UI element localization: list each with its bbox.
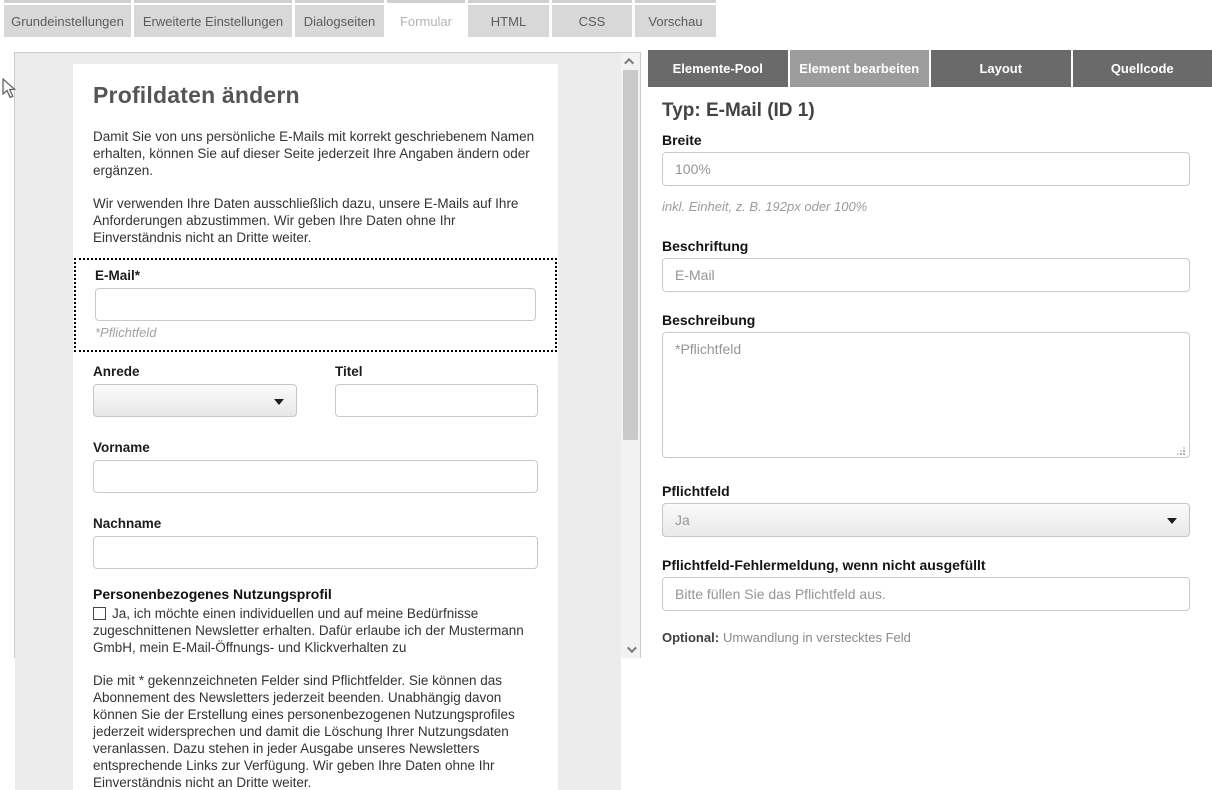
titel-label: Titel — [335, 364, 363, 379]
dropdown-arrow-icon — [274, 399, 284, 405]
titel-input[interactable] — [335, 384, 538, 417]
nachname-input[interactable] — [93, 536, 538, 569]
tab-elemente-pool[interactable]: Elemente-Pool — [648, 50, 788, 87]
tab-label: Dialogseiten — [295, 5, 384, 37]
hidden-field-link[interactable]: Umwandlung in verstecktes Feld — [723, 630, 911, 645]
scroll-up-button[interactable] — [621, 53, 640, 70]
nutzungsprofil-consent — [93, 605, 538, 656]
tab-html[interactable] — [468, 0, 549, 37]
tab-css[interactable] — [552, 0, 632, 37]
dropdown-arrow-icon — [1167, 518, 1177, 524]
form-title: Profildaten ändern — [93, 82, 300, 108]
tab-label: Vorschau — [635, 5, 716, 37]
vorname-label: Vorname — [93, 440, 150, 455]
optional-hidden-field-line — [662, 630, 1190, 645]
pflichtfeld-select-value: Ja — [675, 512, 690, 528]
nachname-label: Nachname — [93, 516, 162, 531]
nutzungsprofil-heading: Personenbezogenes Nutzungsprofil — [93, 586, 332, 602]
resize-grip-icon[interactable] — [1183, 453, 1185, 455]
email-input[interactable] — [95, 288, 536, 321]
pflichtfeld-label: Pflichtfeld — [662, 483, 730, 499]
chevron-down-icon — [627, 643, 637, 653]
tab-label: Grundeinstellungen — [4, 5, 131, 37]
beschreibung-label: Beschreibung — [662, 312, 756, 328]
breite-hint: inkl. Einheit, z. B. 192px oder 100% — [662, 199, 868, 214]
fehlermeldung-label: Pflichtfeld-Fehlermeldung, wenn nicht ausgefüllt — [662, 557, 986, 573]
scroll-down-button[interactable] — [621, 641, 640, 658]
email-required-note: *Pflichtfeld — [95, 325, 157, 340]
breite-label: Breite — [662, 132, 702, 148]
settings-tab-bar — [4, 0, 716, 37]
tab-dialogseiten[interactable] — [295, 0, 384, 37]
beschreibung-textarea[interactable] — [662, 332, 1190, 458]
anrede-label: Anrede — [93, 364, 140, 379]
form-preview-card — [73, 64, 558, 790]
editor-tab-bar — [648, 50, 1212, 87]
element-type-heading: Typ: E-Mail (ID 1) — [662, 100, 815, 121]
tab-label: CSS — [552, 5, 632, 37]
breite-input[interactable] — [662, 152, 1190, 186]
anrede-select[interactable] — [93, 384, 297, 417]
tab-quellcode[interactable]: Quellcode — [1073, 50, 1212, 87]
intro-paragraph-1: Damit Sie von uns persönliche E-Mails mit korrekt geschriebenem Namen erhalten, können Sie auf dieser Seite jederzeit Ihre Angaben ändern oder ergänzen. — [93, 129, 535, 178]
fehlermeldung-input[interactable] — [662, 577, 1190, 611]
tab-formular[interactable] — [387, 0, 465, 37]
tab-label: Formular — [387, 5, 465, 37]
vorname-input[interactable] — [93, 460, 538, 493]
tab-grundeinstellungen[interactable] — [4, 0, 131, 37]
email-label: E-Mail* — [95, 268, 141, 283]
beschriftung-label: Beschriftung — [662, 238, 749, 254]
element-editor-panel — [648, 87, 1212, 645]
tab-label: Erweiterte Einstellungen — [134, 5, 292, 37]
consent-checkbox[interactable] — [93, 607, 106, 620]
preview-scrollbar[interactable] — [621, 53, 640, 658]
intro-paragraph-2: Wir verwenden Ihre Daten ausschließlich dazu, unsere E-Mails auf Ihre Anforderungen abzustimmen. Wir geben Ihre Daten ohne Ihr Einverständnis nicht an Dritte weiter. — [93, 196, 519, 245]
optional-prefix: Optional: — [662, 630, 720, 645]
tab-element-bearbeiten[interactable]: Element bearbeiten — [790, 50, 930, 87]
selected-element-email[interactable] — [74, 258, 557, 352]
tab-vorschau[interactable] — [635, 0, 716, 37]
footer-paragraph: Die mit * gekennzeichneten Felder sind Pflichtfelder. Sie können das Abonnement des Newsletters jederzeit beenden. Unabhängig davon können Sie der Erstellung eines personenbezogenen Nutzungsprofiles jederzeit widersprechen und damit die Löschung Ihrer Nutzungsdaten veranlassen. Dazu stehen in jeder Ausgabe unseres Newsletters entsprechende Links zur Verfügung. Wir geben Ihre Daten ohne Ihr Einverständnis nicht an Dritte weiter. — [93, 673, 515, 790]
scrollbar-thumb[interactable] — [623, 70, 638, 440]
tab-erweiterte-einstellungen[interactable] — [134, 0, 292, 37]
beschriftung-input[interactable] — [662, 258, 1190, 292]
tab-layout[interactable]: Layout — [931, 50, 1071, 87]
tab-label: HTML — [468, 5, 549, 37]
consent-text: Ja, ich möchte einen individuellen und auf meine Bedürfnisse zugeschnittenen Newsletter erhalten. Dafür erlaube ich der Mustermann GmbH, mein E-Mail-Öffnungs- und Klickverhalten zu — [93, 606, 524, 655]
pflichtfeld-select[interactable] — [662, 503, 1190, 537]
chevron-up-icon — [624, 58, 634, 68]
